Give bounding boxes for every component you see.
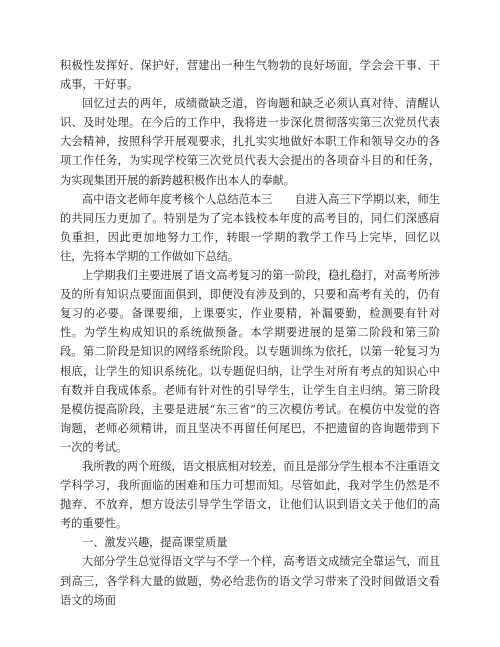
paragraph-interest: 大部分学生总觉得语文学与不学一个样，高考语文成绩完全靠运气，而且到高三，各学科大量的做题，势必给悲伤的语文学习带来了没时间做语文看语文的场面 bbox=[60, 555, 441, 607]
section-heading: 一、激发兴趣，提高课堂质量 bbox=[82, 536, 228, 550]
paragraph-semester-work: 上学期我们主要进展了语文高考复习的第一阶段，稳扎稳打，对高考所涉及的所有知识点要面面俱到，即便没有涉及到的，只要和高考有关的，仍有复习的必要。备课要细，上课要实，作业要精，补漏要勤，检测要有针对性。为学生构成知识的系统做预备。本学期要进展的是第二阶段和第三阶段。第二阶段是知识的网络系统阶段。以专题训练为依托，以第一轮复习为根底，让学生的知识系统化。以专题促归纳，让学生对所有考点的知识心中有数并自我成体系。老师有针对性的引导学生，让学生自主归纳。第三阶段是模仿提高阶段，主要是进展“东三省”的三次模仿考试。在模仿中发觉的咨询题，老师必须精讲，而且坚决不再留任何尾巴，不把遗留的咨询题带到下一次的考试。 bbox=[60, 269, 441, 454]
paragraph-classes: 我所教的两个班级，语文根底相对较差，而且是部分学生根本不注重语文学科学习，我所面临的困难和压力可想而知。尽管如此，我对学生仍然是不抛弃、不放弃，想方设法引导学生学语文，让他们认识到语文关于他们的高考的重要性。 bbox=[60, 459, 441, 531]
paragraph-review: 回忆过去的两年，成绩微缺乏道，咨询题和缺乏必须认真对待、清醒认识、及时处理。在今后的工作中，我将进一步深化贯彻落实第三次党员代表大会精神，按照科学开展观要求，扎扎实实地做好本职工作和领导交办的各项工作任务，为实现学校第三次党员代表大会提出的各项奋斗目的和任务，为实现集团开展的新跨越积极作出本人的奉献。 bbox=[60, 97, 440, 187]
paragraph-continuation: 积极性发挥好、保护好，营建出一种生气物勃的良好场面，学会会干事、干成事，干好事。 bbox=[60, 59, 440, 92]
paragraph-heading-intro: 高中语文老师年度考核个人总结范本三 自进入高三下学期以来，师生的共同压力更加了。特别是为了完本钱校本年度的高考目的，同仁们深感肩负重担，因此更加地努力工作，转眼一学期的教学工作马上完毕，回忆以往，先将本学期的工作做如下总结。 bbox=[60, 192, 441, 263]
